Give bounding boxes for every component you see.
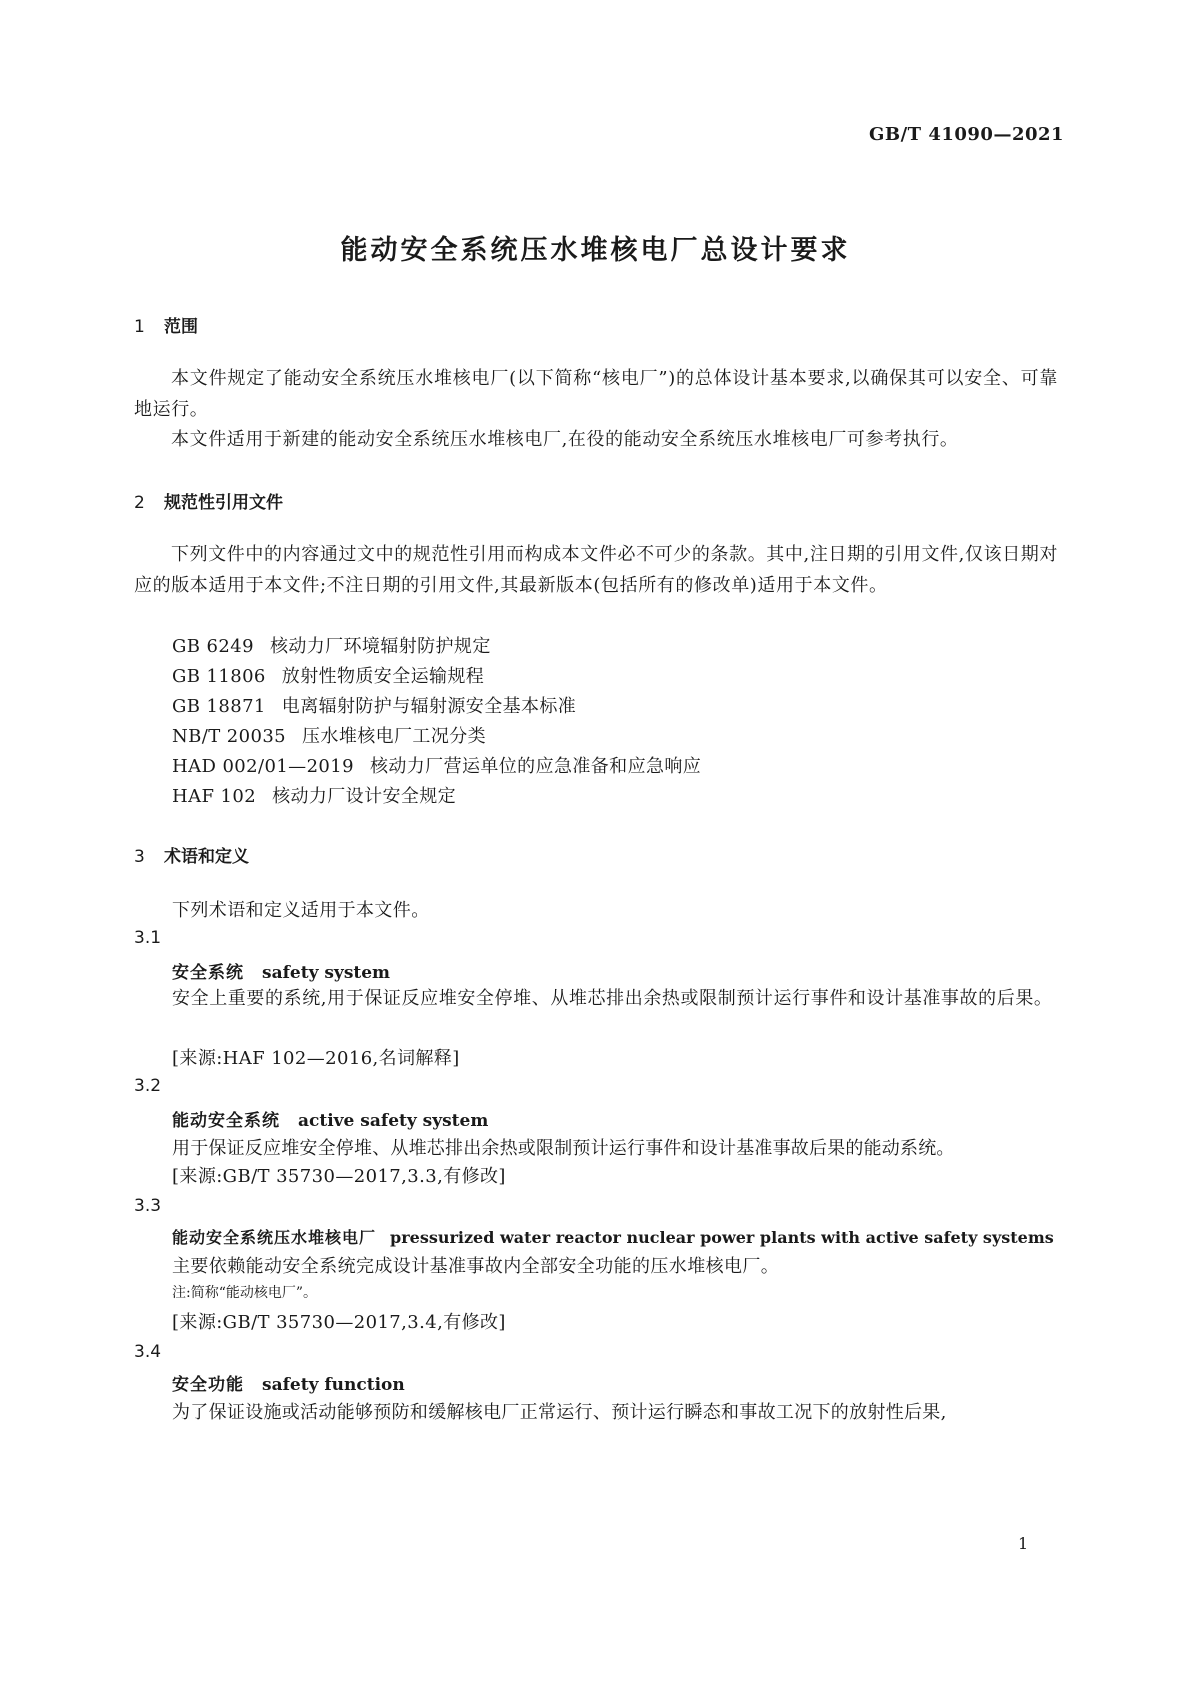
reference-code: GB 18871: [172, 696, 266, 717]
reference-title: 核动力厂环境辐射防护规定: [269, 636, 491, 657]
reference-code: GB 11806: [172, 666, 266, 687]
reference-code: NB/T 20035: [172, 726, 287, 747]
page-number: 1: [1018, 1534, 1029, 1553]
term-name-en: active safety system: [298, 1111, 489, 1131]
term-number: 3.2: [134, 1076, 162, 1096]
section-1-paragraph-1: 本文件规定了能动安全系统压水堆核电厂(以下简称“核电厂”)的总体设计基本要求,以确保其可以安全、可靠地运行。: [134, 368, 1058, 420]
reference-item: [172, 662, 484, 688]
section-3-heading: [134, 842, 249, 867]
standard-code: GB/T 41090—2021: [869, 124, 1065, 145]
reference-title: 核动力厂营运单位的应急准备和应急响应: [369, 756, 702, 777]
term-name: [172, 1370, 405, 1395]
section-1-paragraph-2: 本文件适用于新建的能动安全系统压水堆核电厂,在役的能动安全系统压水堆核电厂可参考执行。: [171, 429, 959, 450]
reference-code: HAF 102: [172, 786, 257, 807]
term-number: 3.4: [134, 1342, 162, 1362]
section-2-paragraph: 下列文件中的内容通过文中的规范性引用而构成本文件必不可少的条款。其中,注日期的引用文件,仅该日期对应的版本适用于本文件;不注日期的引用文件,其最新版本(包括所有的修改单)适用于本文件。: [134, 544, 1058, 596]
section-3-intro: 下列术语和定义适用于本文件。: [172, 900, 430, 921]
term-number: 3.1: [134, 928, 162, 948]
document-title: 能动安全系统压水堆核电厂总设计要求: [340, 235, 851, 266]
term-name: [172, 1225, 1054, 1248]
term-name-cn: 安全功能: [172, 1375, 244, 1395]
term-name-cn: 安全系统: [172, 963, 244, 983]
term-definition: 用于保证反应堆安全停堆、从堆芯排出余热或限制预计运行事件和设计基准事故后果的能动系统。: [172, 1138, 955, 1159]
reference-title: 压水堆核电厂工况分类: [302, 726, 487, 747]
reference-title: 核动力厂设计安全规定: [272, 786, 457, 807]
term-definition: 安全上重要的系统,用于保证反应堆安全停堆、从堆芯排出余热或限制预计运行事件和设计基准事故的后果。: [172, 988, 1053, 1009]
term-name-cn: 能动安全系统: [172, 1111, 280, 1131]
reference-item: [172, 692, 576, 718]
section-title: 术语和定义: [164, 847, 249, 867]
term-name: [172, 958, 390, 983]
term-source: [来源:HAF 102—2016,名词解释]: [172, 1048, 460, 1069]
reference-title: 放射性物质安全运输规程: [281, 666, 485, 687]
term-source: [来源:GB/T 35730—2017,3.4,有修改]: [172, 1312, 506, 1333]
reference-code: HAD 002/01—2019: [172, 756, 354, 777]
section-number: 1: [134, 317, 145, 337]
section-2-heading: [134, 488, 283, 513]
term-name: [172, 1106, 488, 1131]
term-name-en: pressurized water reactor nuclear power plants with active safety systems: [390, 1228, 1054, 1247]
reference-item: [172, 722, 486, 748]
section-number: 2: [134, 493, 145, 513]
section-title: 范围: [164, 317, 198, 337]
term-name-en: safety function: [262, 1375, 405, 1395]
term-definition: 主要依赖能动安全系统完成设计基准事故内全部安全功能的压水堆核电厂。: [172, 1256, 780, 1277]
section-title: 规范性引用文件: [164, 493, 283, 513]
term-definition: 为了保证设施或活动能够预防和缓解核电厂正常运行、预计运行瞬态和事故工况下的放射性后果,: [172, 1402, 947, 1423]
reference-item: [172, 782, 456, 808]
term-name-en: safety system: [262, 963, 391, 983]
reference-title: 电离辐射防护与辐射源安全基本标准: [281, 696, 577, 717]
reference-code: GB 6249: [172, 636, 254, 657]
section-1-heading: [134, 312, 198, 337]
reference-item: [172, 752, 701, 778]
section-number: 3: [134, 847, 145, 867]
term-note: 注:简称“能动核电厂”。: [172, 1285, 318, 1301]
term-name-cn: 能动安全系统压水堆核电厂: [172, 1228, 377, 1247]
reference-item: [172, 632, 491, 658]
term-source: [来源:GB/T 35730—2017,3.3,有修改]: [172, 1166, 506, 1187]
term-number: 3.3: [134, 1196, 162, 1216]
